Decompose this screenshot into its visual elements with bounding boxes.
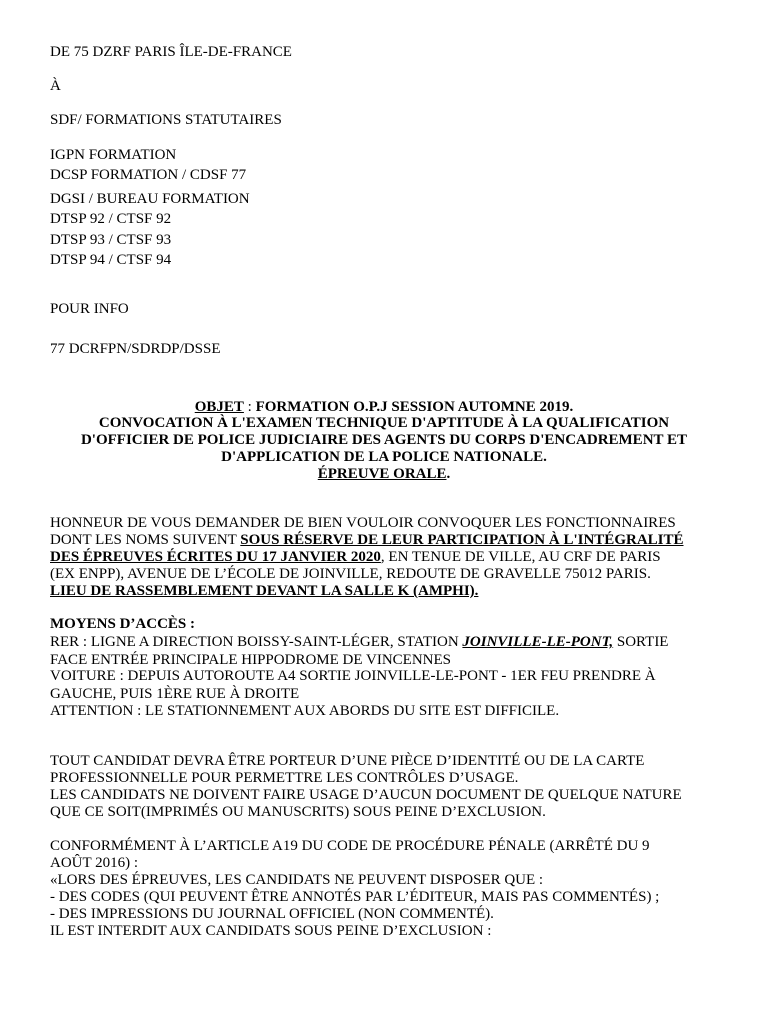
body-line: «LORS DES ÉPREUVES, LES CANDIDATS NE PEUVENT DISPOSER QUE : <box>50 872 544 888</box>
recipient-line: SDF/ FORMATIONS STATUTAIRES <box>50 112 282 128</box>
recipient-line: DTSP 94 / CTSF 94 <box>50 252 172 268</box>
subject-label: OBJET <box>194 399 244 415</box>
pour-info-recipient: 77 DCRFPN/SDRDP/DSSE <box>50 341 221 357</box>
subject-line <box>0 466 768 483</box>
body-line <box>50 532 684 549</box>
access-line <box>50 634 668 651</box>
recipient-line: DTSP 92 / CTSF 92 <box>50 211 172 227</box>
body-line: (EX ENPP), AVENUE DE L’ÉCOLE DE JOINVILLE, REDOUTE DE GRAVELLE 75012 PARIS. <box>50 566 651 582</box>
body-line: AOÛT 2016) : <box>50 855 139 871</box>
subject-line: D'OFFICIER DE POLICE JUDICIAIRE DES AGENTS DU CORPS D'ENCADREMENT ET <box>80 432 688 448</box>
to-marker: À <box>50 78 61 94</box>
body-line: TOUT CANDIDAT DEVRA ÊTRE PORTEUR D’UNE PIÈCE D’IDENTITÉ OU DE LA CARTE <box>50 753 645 769</box>
meeting-point-line <box>50 583 478 600</box>
access-text: RER : LIGNE A DIRECTION BOISSY-SAINT-LÉGER, STATION <box>50 634 463 650</box>
body-line: CONFORMÉMENT À L’ARTICLE A19 DU CODE DE PROCÉDURE PÉNALE (ARRÊTÉ DU 9 <box>50 838 650 854</box>
access-line: FACE ENTRÉE PRINCIPALE HIPPODROME DE VINCENNES <box>50 652 452 668</box>
subject-separator: : <box>243 399 256 415</box>
access-line: ATTENTION : LE STATIONNEMENT AUX ABORDS DU SITE EST DIFFICILE. <box>50 703 560 719</box>
condition-text: SOUS RÉSERVE DE LEUR PARTICIPATION À L'INTÉGRALITÉ <box>240 532 684 548</box>
access-line: VOITURE : DEPUIS AUTOROUTE A4 SORTIE JOINVILLE-LE-PONT - 1ER FEU PRENDRE À <box>50 668 656 684</box>
recipient-line: DCSP FORMATION / CDSF 77 <box>50 167 247 183</box>
sender-line: DE 75 DZRF PARIS ÎLE-DE-FRANCE <box>50 44 292 60</box>
body-line: PROFESSIONNELLE POUR PERMETTRE LES CONTRÔLES D’USAGE. <box>50 770 519 786</box>
subject-text: FORMATION O.P.J SESSION AUTOMNE 2019. <box>255 399 574 415</box>
subject-line: D'APPLICATION DE LA POLICE NATIONALE. <box>221 449 547 465</box>
recipient-line: DTSP 93 / CTSF 93 <box>50 232 172 248</box>
body-line: HONNEUR DE VOUS DEMANDER DE BIEN VOULOIR CONVOQUER LES FONCTIONNAIRES <box>50 515 676 531</box>
body-line: - DES IMPRESSIONS DU JOURNAL OFFICIEL (NON COMMENTÉ). <box>50 906 494 922</box>
body-line: - DES CODES (QUI PEUVENT ÊTRE ANNOTÉS PAR L’ÉDITEUR, MAIS PAS COMMENTÉS) ; <box>50 889 660 905</box>
subject-line <box>0 399 768 416</box>
access-title: MOYENS D’ACCÈS : <box>50 616 196 632</box>
access-text: SORTIE <box>613 634 669 650</box>
body-line: LES CANDIDATS NE DOIVENT FAIRE USAGE D’AUCUN DOCUMENT DE QUELQUE NATURE <box>50 787 682 803</box>
pour-info-label: POUR INFO <box>50 301 129 317</box>
body-line: QUE CE SOIT(IMPRIMÉS OU MANUSCRITS) SOUS PEINE D’EXCLUSION. <box>50 804 546 820</box>
recipient-line: DGSI / BUREAU FORMATION <box>50 191 250 207</box>
access-line: GAUCHE, PUIS 1ÈRE RUE À DROITE <box>50 686 300 702</box>
body-line <box>50 549 661 566</box>
recipient-line: IGPN FORMATION <box>50 147 177 163</box>
body-text: , EN TENUE DE VILLE, AU CRF DE PARIS <box>380 549 661 565</box>
subject-period: . <box>446 466 451 482</box>
body-text: DONT LES NOMS SUIVENT <box>50 532 241 548</box>
meeting-point-text: LIEU DE RASSEMBLEMENT DEVANT LA SALLE K (AMPHI). <box>50 583 479 599</box>
subject-line: CONVOCATION À L'EXAMEN TECHNIQUE D'APTITUDE À LA QUALIFICATION <box>98 415 670 431</box>
station-name: JOINVILLE-LE-PONT, <box>462 634 614 650</box>
body-line: IL EST INTERDIT AUX CANDIDATS SOUS PEINE D’EXCLUSION : <box>50 923 492 939</box>
subject-oral-exam: ÉPREUVE ORALE <box>317 466 447 482</box>
condition-text: DES ÉPREUVES ÉCRITES DU 17 JANVIER 2020 <box>50 549 381 565</box>
